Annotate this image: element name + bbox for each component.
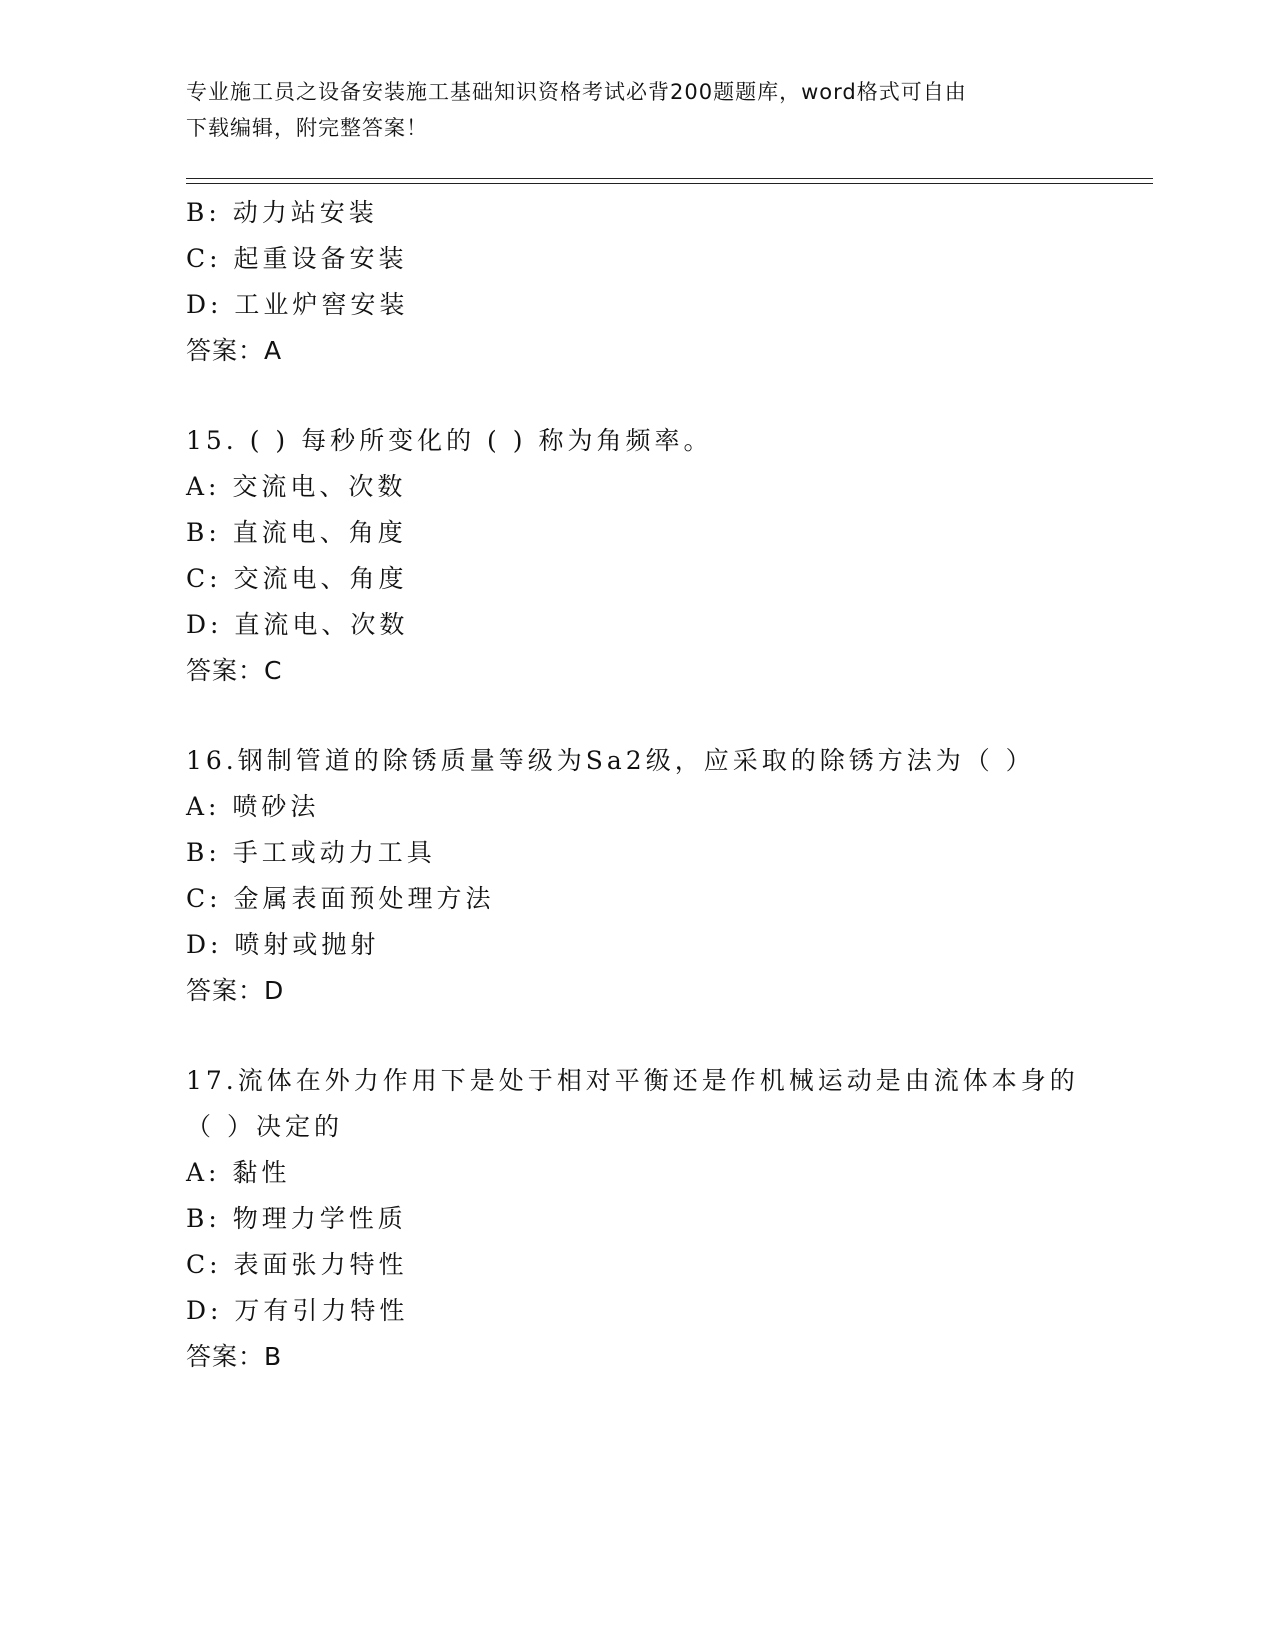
answer-line: 答案：C: [186, 656, 283, 685]
question-17: [186, 1058, 1086, 1380]
header-divider-bottom: [186, 183, 1153, 184]
option-d: D: 喷射或抛射: [186, 930, 380, 959]
option-b: B: 手工或动力工具: [186, 838, 436, 867]
question-stem: 16.钢制管道的除锈质量等级为Sa2级，应采取的除锈方法为（ ）: [186, 746, 1035, 775]
question-stem: 15. ( ) 每秒所变化的 ( ) 称为角频率。: [186, 426, 713, 455]
question-14-continued: [186, 190, 1086, 374]
option-b: B: 物理力学性质: [186, 1204, 407, 1233]
option-c: C: 起重设备安装: [186, 244, 408, 273]
option-b: B: 动力站安装: [186, 198, 378, 227]
question-list: [186, 190, 1086, 1380]
option-b: B: 直流电、角度: [186, 518, 407, 547]
option-c: C: 交流电、角度: [186, 564, 408, 593]
header-line-2: 下载编辑，附完整答案！: [186, 116, 428, 140]
option-d: D: 万有引力特性: [186, 1296, 409, 1325]
question-stem: 17.流体在外力作用下是处于相对平衡还是作机械运动是由流体本身的: [186, 1066, 1079, 1095]
option-c: C: 金属表面预处理方法: [186, 884, 495, 913]
header-divider-top: [186, 178, 1153, 179]
question-16: [186, 738, 1086, 1014]
header-line-1: 专业施工员之设备安装施工基础知识资格考试必背200题题库，word格式可自由: [186, 80, 967, 104]
option-a: A: 喷砂法: [186, 792, 320, 821]
answer-line: 答案：D: [186, 976, 285, 1005]
question-stem-continued: （ ）决定的: [186, 1112, 343, 1141]
question-15: [186, 418, 1086, 694]
option-d: D: 直流电、次数: [186, 610, 409, 639]
option-a: A: 交流电、次数: [186, 472, 407, 501]
option-c: C: 表面张力特性: [186, 1250, 408, 1279]
document-header: [186, 74, 1086, 146]
answer-line: 答案：A: [186, 336, 283, 365]
option-d: D: 工业炉窖安装: [186, 290, 409, 319]
option-a: A: 黏性: [186, 1158, 291, 1187]
answer-line: 答案：B: [186, 1342, 283, 1371]
